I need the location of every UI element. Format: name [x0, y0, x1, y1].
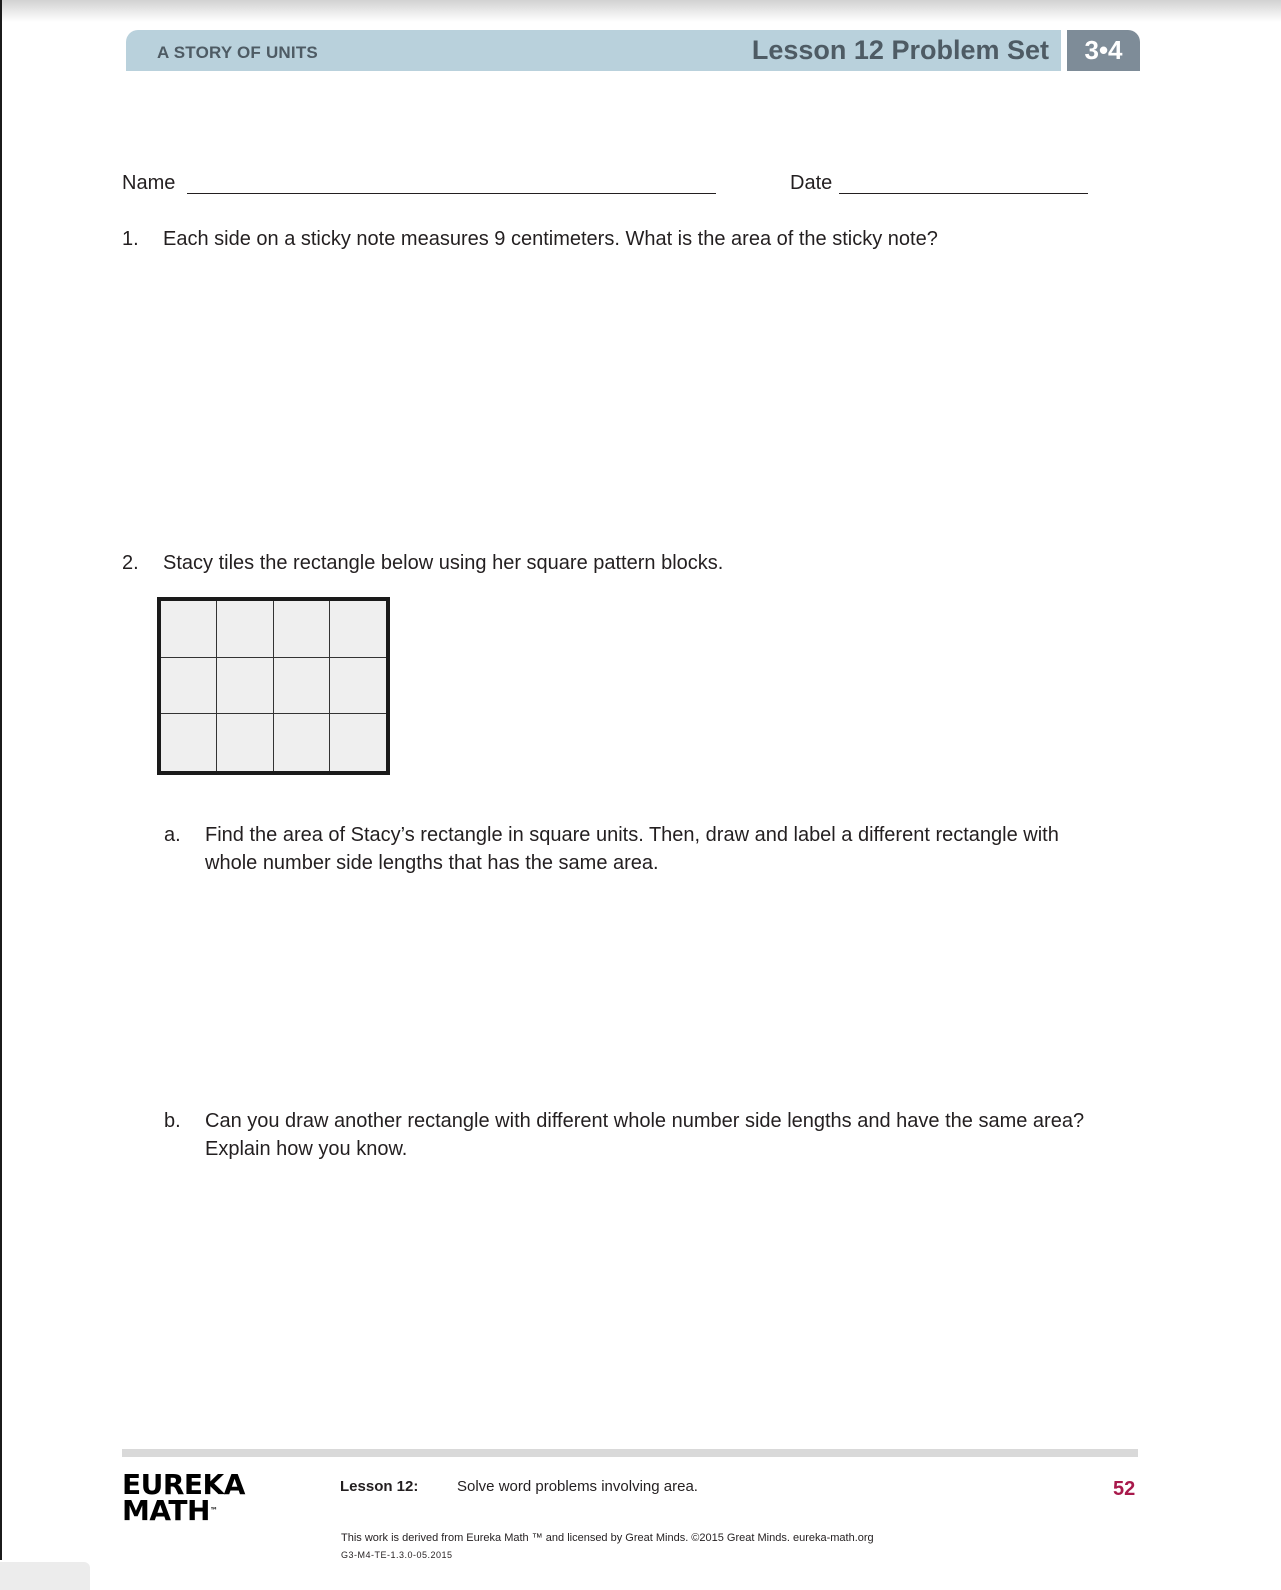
- tile: [217, 601, 273, 658]
- date-field[interactable]: [839, 193, 1088, 194]
- tile: [217, 658, 273, 715]
- subquestion-a: [164, 821, 1124, 877]
- question-number: 2.: [122, 552, 139, 574]
- grade-module-badge: 3•4: [1067, 30, 1140, 71]
- footer-divider: [122, 1449, 1138, 1457]
- tile: [274, 714, 330, 771]
- subquestion-letter: b.: [164, 1110, 181, 1132]
- tile: [161, 658, 217, 715]
- series-title: A STORY OF UNITS: [157, 43, 318, 62]
- question-number: 1.: [122, 228, 139, 250]
- subquestion-letter: a.: [164, 824, 181, 846]
- tile: [161, 601, 217, 658]
- name-field[interactable]: [187, 193, 716, 194]
- scan-corner: [0, 1562, 90, 1590]
- logo-trademark: ™: [209, 1506, 218, 1515]
- page-header-bar: [126, 30, 1061, 71]
- tile: [330, 658, 386, 715]
- subquestion-b: [164, 1107, 1144, 1163]
- license-credit: This work is derived from Eureka Math ™ and licensed by Great Minds. ©2015 Great Minds. eureka-math.org: [341, 1532, 874, 1544]
- scan-left-edge: [0, 0, 2, 1560]
- question-2: [122, 549, 1132, 577]
- question-1: [122, 225, 1132, 253]
- tile: [330, 714, 386, 771]
- tile: [330, 601, 386, 658]
- logo-line-2: MATH: [122, 1494, 210, 1527]
- document-code: G3-M4-TE-1.3.0-05.2015: [341, 1550, 453, 1560]
- question-text: Stacy tiles the rectangle below using her square pattern blocks.: [163, 552, 724, 574]
- subquestion-text: Can you draw another rectangle with different whole number side lengths and have the same area? Explain how you know.: [205, 1110, 1085, 1160]
- eureka-math-logo: [122, 1468, 245, 1527]
- question-text: Each side on a sticky note measures 9 centimeters. What is the area of the sticky note?: [163, 228, 938, 250]
- scan-top-shadow: [0, 0, 1281, 22]
- tile: [274, 601, 330, 658]
- page-number: 52: [1113, 1478, 1136, 1500]
- logo-line-1: EUREKA: [122, 1468, 245, 1501]
- footer-lesson-description: Solve word problems involving area.: [457, 1478, 698, 1495]
- tiled-rectangle: [157, 597, 390, 775]
- date-label: Date: [790, 172, 833, 194]
- name-label: Name: [122, 172, 176, 194]
- subquestion-text: Find the area of Stacy’s rectangle in square units. Then, draw and label a different rectangle with whole number side lengths that has the same area.: [205, 824, 1059, 874]
- tile: [217, 714, 273, 771]
- tile: [274, 658, 330, 715]
- footer-lesson-label: Lesson 12:: [340, 1478, 419, 1495]
- tile: [161, 714, 217, 771]
- lesson-title: Lesson 12 Problem Set: [751, 35, 1049, 65]
